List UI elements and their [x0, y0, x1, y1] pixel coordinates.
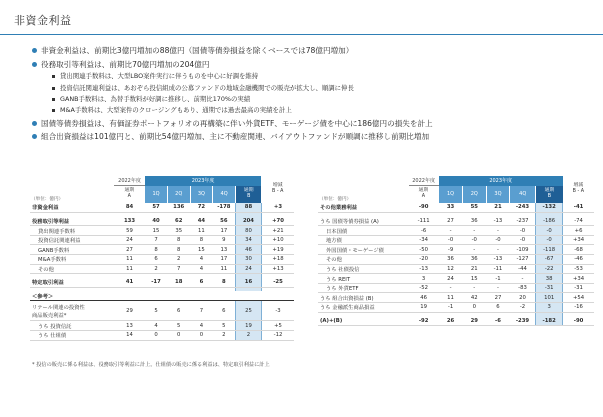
- cell-q3: 6: [486, 303, 510, 313]
- cell-q4: 9: [213, 235, 236, 245]
- cell-q3: 21: [486, 203, 510, 213]
- cell-q1: -0: [439, 235, 463, 245]
- cell-q1: 12: [439, 264, 463, 274]
- left-unit-label: （単位：億円）: [31, 196, 64, 202]
- cell-q1: -9: [439, 245, 463, 255]
- cell-b: -186: [536, 216, 563, 226]
- cell-a: 14: [114, 331, 144, 341]
- right-unit-label: （単位：億円）: [319, 196, 352, 202]
- cell-b: -22: [536, 264, 563, 274]
- cell-diff: +18: [261, 255, 294, 265]
- cell-q4: -: [510, 274, 536, 284]
- cell-q3: -: [486, 245, 510, 255]
- cell-b: -0: [536, 235, 563, 245]
- cell-b: 16: [235, 278, 261, 288]
- cell-q4: -0: [510, 235, 536, 245]
- cell-q4: -44: [510, 264, 536, 274]
- cell-q4: 11: [213, 264, 236, 274]
- right-col-a-label: 通期 A: [418, 188, 429, 200]
- cell-b: 38: [536, 274, 563, 284]
- cell-q4: -127: [510, 255, 536, 265]
- cell-q3: 0: [190, 331, 213, 341]
- cell-a: 27: [114, 245, 144, 255]
- cell-diff: +5: [261, 321, 294, 331]
- bullet-item: 役務取引等利益は、前期比70億円増加の204億円: [32, 58, 592, 72]
- cell-q3: -6: [486, 316, 510, 326]
- cell-q2: 2: [167, 255, 190, 265]
- cell-q4: 2: [213, 331, 236, 341]
- cell-q4: 5: [213, 321, 236, 331]
- cell-q3: 4: [190, 255, 213, 265]
- cell-diff: -16: [563, 303, 594, 313]
- cell-a: 11: [114, 255, 144, 265]
- right-col-b-header: [536, 186, 563, 203]
- cell-b: 80: [235, 226, 261, 236]
- right-fy23-header: 2023年度: [439, 176, 563, 186]
- row-label: 投資信託関連利益: [30, 235, 114, 245]
- cell-q1: 5: [145, 301, 168, 321]
- cell-diff: +10: [261, 235, 294, 245]
- sub-bullet-item: 投資信託関連利益は、あおぞら投信組成の公募ファンドの地域金融機関での販売が拡大し、順調に伸長: [32, 83, 592, 94]
- right-q4-header: 4Q: [510, 186, 536, 203]
- footnote: * 投信の販売に係る利益は、役務取引等利益に計上。仕組債の販売に係る利益は、特定取引利益に計上: [32, 362, 270, 368]
- right-q3-header: 3Q: [486, 186, 510, 203]
- cell-q1: -: [439, 283, 463, 293]
- cell-b: -132: [536, 203, 563, 213]
- cell-q3: -0: [486, 235, 510, 245]
- cell-a: 13: [114, 321, 144, 331]
- cell-diff: -53: [563, 264, 594, 274]
- cell-q1: 6: [145, 255, 168, 265]
- cell-q3: 11: [190, 226, 213, 236]
- row-label: (A)+(B): [318, 316, 409, 326]
- cell-q4: 17: [213, 255, 236, 265]
- sub-bullet-item: GANB手数料は、為替手数料が好調に推移し、前期比170%の実績: [32, 94, 592, 105]
- right-table-row: [318, 274, 594, 284]
- cell-q2: 8: [167, 235, 190, 245]
- right-table-row: [318, 216, 594, 226]
- cell-q2: -: [462, 245, 486, 255]
- cell-q3: 4: [190, 264, 213, 274]
- left-q3-header: 3Q: [190, 186, 213, 203]
- cell-diff: -90: [563, 316, 594, 326]
- cell-q1: 26: [439, 316, 463, 326]
- cell-q2: 18: [167, 278, 190, 288]
- summary-bullets: [32, 44, 592, 144]
- cell-a: 19: [409, 303, 439, 313]
- row-label: その他業務利益: [318, 203, 409, 213]
- cell-b: 101: [536, 293, 563, 303]
- cell-q3: -11: [486, 264, 510, 274]
- row-label: その他: [30, 264, 114, 274]
- cell-diff: +34: [563, 274, 594, 284]
- right-col-a-header: [409, 186, 439, 203]
- row-label: うち 金融派生商品損益: [318, 303, 409, 313]
- row-label: GANB手数料: [30, 245, 114, 255]
- row-label: うち 仕組債: [30, 331, 114, 341]
- right-diff-header: [563, 176, 594, 203]
- cell-q1: 27: [439, 216, 463, 226]
- right-table-row: [318, 283, 594, 293]
- cell-b: 88: [235, 203, 261, 213]
- cell-a: 59: [114, 226, 144, 236]
- cell-q2: 62: [167, 216, 190, 226]
- cell-q2: 0: [462, 303, 486, 313]
- cell-diff: +3: [261, 203, 294, 213]
- cell-q4: 6: [213, 301, 236, 321]
- cell-q2: -: [462, 226, 486, 236]
- row-label: 貸出関連手数料: [30, 226, 114, 236]
- bullet-item: 国債等債券損益は、有価証券ポートフォリオの再構築に伴い外貨ETF、モーゲージ債を中心に186億円の損失を計上: [32, 117, 592, 131]
- row-label: うち 外貨ETF: [318, 283, 409, 293]
- right-table-row: [318, 316, 594, 326]
- cell-q3: 6: [190, 278, 213, 288]
- left-table-row: [30, 216, 294, 226]
- cell-a: 3: [409, 274, 439, 284]
- cell-q2: 35: [167, 226, 190, 236]
- cell-q4: 13: [213, 245, 236, 255]
- left-table-row: [30, 203, 294, 213]
- cell-q1: -1: [439, 303, 463, 313]
- cell-q4: 17: [213, 226, 236, 236]
- sub-bullet-item: M&A手数料は、大型案件のクロージングもあり、通期では過去最高の実績を計上: [32, 105, 592, 116]
- row-label: 特定取引利益: [30, 278, 114, 288]
- cell-q1: 40: [145, 216, 168, 226]
- cell-q3: 7: [190, 301, 213, 321]
- bullet-item: 組合出資損益は101億円と、前期比54億円増加、主に不動産関連、バイアウトファンドが順調に推移し前期比増加: [32, 130, 592, 144]
- cell-q3: 4: [190, 321, 213, 331]
- right-fy22-header: 2022年度: [409, 176, 439, 186]
- cell-q1: -: [439, 226, 463, 236]
- row-label: 非資金利益: [30, 203, 114, 213]
- cell-a: -34: [409, 235, 439, 245]
- cell-q3: 8: [190, 235, 213, 245]
- cell-b: 34: [235, 235, 261, 245]
- row-label: 日本国債: [318, 226, 409, 236]
- row-label: うち REIT: [318, 274, 409, 284]
- cell-q4: -243: [510, 203, 536, 213]
- cell-q4: 8: [213, 278, 236, 288]
- left-q4-header: 4Q: [213, 186, 236, 203]
- cell-q2: 29: [462, 316, 486, 326]
- cell-q2: -0: [462, 235, 486, 245]
- cell-q3: -13: [486, 255, 510, 265]
- right-table-row: [318, 226, 594, 236]
- cell-diff: -31: [563, 283, 594, 293]
- cell-a: -52: [409, 283, 439, 293]
- cell-q1: -17: [145, 278, 168, 288]
- cell-a: -13: [409, 264, 439, 274]
- cell-q4: -178: [213, 203, 236, 213]
- left-col-a-header: [114, 186, 144, 203]
- cell-diff: +13: [261, 264, 294, 274]
- cell-q3: 44: [190, 216, 213, 226]
- cell-b: 19: [235, 321, 261, 331]
- cell-q1: 0: [145, 331, 168, 341]
- cell-q1: 33: [439, 203, 463, 213]
- cell-b: 30: [235, 255, 261, 265]
- cell-b: 24: [235, 264, 261, 274]
- cell-q4: -2: [510, 303, 536, 313]
- page-title: 非資金利益: [14, 14, 72, 27]
- cell-b: -31: [536, 283, 563, 293]
- cell-q1: 57: [145, 203, 168, 213]
- cell-a: 133: [114, 216, 144, 226]
- cell-q2: 0: [167, 331, 190, 341]
- cell-q1: 2: [145, 264, 168, 274]
- left-ref-table-row: [30, 301, 294, 321]
- title-bar: [0, 0, 603, 36]
- left-table-row: [30, 235, 294, 245]
- cell-q3: -: [486, 226, 510, 236]
- cell-a: -6: [409, 226, 439, 236]
- right-table-row: [318, 303, 594, 313]
- left-q2-header: 2Q: [167, 186, 190, 203]
- cell-q3: -1: [486, 274, 510, 284]
- cell-q3: -: [486, 283, 510, 293]
- cell-q1: 4: [145, 321, 168, 331]
- cell-b: -0: [536, 226, 563, 236]
- left-col-b-header: [235, 186, 261, 203]
- cell-a: 46: [409, 293, 439, 303]
- cell-q4: -237: [510, 216, 536, 226]
- left-diff-header: [261, 176, 294, 203]
- right-table-row: [318, 245, 594, 255]
- cell-b: -67: [536, 255, 563, 265]
- title-underline: [0, 34, 603, 35]
- cell-q2: 6: [167, 301, 190, 321]
- cell-b: -182: [536, 316, 563, 326]
- cell-q1: 36: [439, 255, 463, 265]
- cell-q4: -109: [510, 245, 536, 255]
- cell-q4: 56: [213, 216, 236, 226]
- right-q1-header: 1Q: [439, 186, 463, 203]
- row-label: うち 国債等債券損益 (A): [318, 216, 409, 226]
- row-label: 地方債: [318, 235, 409, 245]
- row-label: リテール関連の投資性 商品販売利益*: [30, 301, 114, 321]
- reference-subheader: [30, 291, 294, 301]
- cell-diff: -46: [563, 255, 594, 265]
- left-table-row: [30, 264, 294, 274]
- cell-b: 204: [235, 216, 261, 226]
- left-table: [30, 176, 294, 341]
- left-col-b-label: 通期 B: [243, 188, 254, 200]
- cell-diff: +6: [563, 226, 594, 236]
- cell-a: -111: [409, 216, 439, 226]
- left-ref-table-row: [30, 321, 294, 331]
- row-label: うち 組合出資損益 (B): [318, 293, 409, 303]
- cell-diff: -12: [261, 331, 294, 341]
- sub-bullet-item: 貸出関連手数料は、大型LBO案件実行に伴うものを中心に好調を維持: [32, 71, 592, 82]
- right-table-row: [318, 255, 594, 265]
- cell-diff: +70: [261, 216, 294, 226]
- cell-q2: 55: [462, 203, 486, 213]
- cell-q2: 42: [462, 293, 486, 303]
- cell-q2: 36: [462, 255, 486, 265]
- cell-q2: 5: [167, 321, 190, 331]
- reference-label: ＜参考＞: [30, 291, 294, 301]
- bullet-item: 非資金利益は、前期比3億円増加の88億円（国債等債券損益を除くベースでは78億円増加）: [32, 44, 592, 58]
- cell-diff: +21: [261, 226, 294, 236]
- cell-diff: +34: [563, 235, 594, 245]
- row-label: その他: [318, 255, 409, 265]
- cell-q3: -13: [486, 216, 510, 226]
- cell-q4: 20: [510, 293, 536, 303]
- row-label: うち 社債投信: [318, 264, 409, 274]
- cell-a: 84: [114, 203, 144, 213]
- cell-a: -90: [409, 203, 439, 213]
- cell-diff: -3: [261, 301, 294, 321]
- row-label: 役務取引等利益: [30, 216, 114, 226]
- cell-diff: -25: [261, 278, 294, 288]
- cell-a: 29: [114, 301, 144, 321]
- cell-q1: 24: [439, 274, 463, 284]
- row-label: うち 投資信託: [30, 321, 114, 331]
- right-table-row: [318, 293, 594, 303]
- cell-b: 25: [235, 301, 261, 321]
- cell-q1: 15: [145, 226, 168, 236]
- right-diff-label: 増減 B - A: [572, 183, 584, 195]
- cell-q2: 8: [167, 245, 190, 255]
- cell-b: 2: [235, 331, 261, 341]
- left-fy22-header: 2022年度: [114, 176, 144, 186]
- cell-a: 11: [114, 264, 144, 274]
- left-table-row: [30, 226, 294, 236]
- cell-b: 46: [235, 245, 261, 255]
- cell-q3: 15: [190, 245, 213, 255]
- left-q1-header: 1Q: [145, 186, 168, 203]
- right-col-b-label: 通期 B: [544, 188, 555, 200]
- cell-q3: 72: [190, 203, 213, 213]
- left-fy23-header: 2023年度: [145, 176, 262, 186]
- cell-b: 3: [536, 303, 563, 313]
- left-col-a-label: 通期 A: [124, 188, 135, 200]
- left-diff-label: 増減 B - A: [272, 183, 284, 195]
- cell-q2: 136: [167, 203, 190, 213]
- cell-q1: 7: [145, 235, 168, 245]
- left-table-row: [30, 245, 294, 255]
- row-label: M&A手数料: [30, 255, 114, 265]
- right-table-row: [318, 264, 594, 274]
- cell-q4: -239: [510, 316, 536, 326]
- cell-q4: -83: [510, 283, 536, 293]
- cell-q2: -: [462, 283, 486, 293]
- right-table-row: [318, 235, 594, 245]
- right-table-row: [318, 203, 594, 213]
- left-table-row: [30, 278, 294, 288]
- cell-q1: 8: [145, 245, 168, 255]
- cell-b: -118: [536, 245, 563, 255]
- cell-a: 41: [114, 278, 144, 288]
- cell-q2: 15: [462, 274, 486, 284]
- cell-a: -50: [409, 245, 439, 255]
- cell-q3: 27: [486, 293, 510, 303]
- cell-diff: +19: [261, 245, 294, 255]
- cell-q4: -0: [510, 226, 536, 236]
- cell-a: -92: [409, 316, 439, 326]
- right-q2-header: 2Q: [462, 186, 486, 203]
- cell-q2: 21: [462, 264, 486, 274]
- cell-diff: +54: [563, 293, 594, 303]
- cell-q2: 36: [462, 216, 486, 226]
- row-label: 外国国債・モーゲージ債: [318, 245, 409, 255]
- cell-q2: 7: [167, 264, 190, 274]
- cell-diff: -68: [563, 245, 594, 255]
- right-table: [318, 176, 594, 326]
- cell-diff: -74: [563, 216, 594, 226]
- left-ref-table-row: [30, 331, 294, 341]
- cell-a: -20: [409, 255, 439, 265]
- cell-q1: 11: [439, 293, 463, 303]
- cell-a: 24: [114, 235, 144, 245]
- cell-diff: -41: [563, 203, 594, 213]
- left-table-row: [30, 255, 294, 265]
